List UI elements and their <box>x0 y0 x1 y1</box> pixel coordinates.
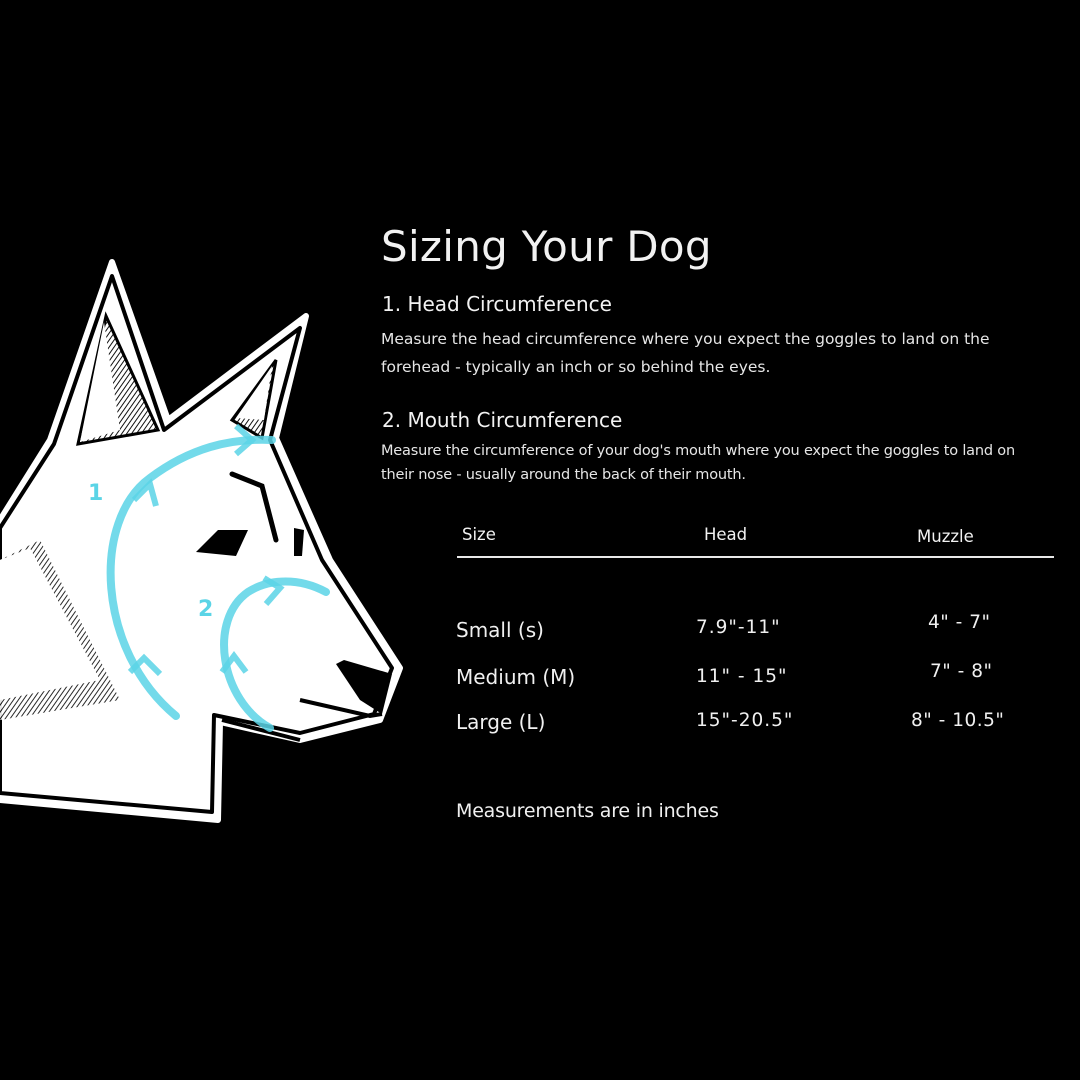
row-small-muzzle: 4" - 7" <box>928 612 991 633</box>
row-medium-muzzle: 7" - 8" <box>930 661 993 682</box>
table-header-divider <box>457 556 1054 558</box>
row-large-size: Large (L) <box>456 710 546 734</box>
column-header-muzzle: Muzzle <box>917 527 974 546</box>
row-large-muzzle: 8" - 10.5" <box>911 710 1005 731</box>
marker-2: 2 <box>198 597 214 622</box>
row-medium-head: 11" - 15" <box>696 666 788 687</box>
marker-1: 1 <box>88 481 104 506</box>
head-circumference-description: Measure the head circumference where you expect the goggles to land on the forehead - typically an inch or so behind the eyes. <box>381 330 990 376</box>
column-header-size: Size <box>462 525 496 544</box>
column-header-head: Head <box>704 525 748 544</box>
row-small-size: Small (s) <box>456 618 544 642</box>
mouth-circumference-heading: 2. Mouth Circumference <box>382 408 623 432</box>
head-circumference-heading: 1. Head Circumference <box>382 292 612 316</box>
row-small-head: 7.9"-11" <box>696 617 781 638</box>
page-title: Sizing Your Dog <box>381 222 712 271</box>
row-medium-size: Medium (M) <box>456 665 576 689</box>
row-large-head: 15"-20.5" <box>696 710 794 731</box>
mouth-circumference-description: Measure the circumference of your dog's mouth where you expect the goggles to land on their nose - usually around the back of their mouth. <box>381 443 1015 483</box>
measurement-unit-note: Measurements are in inches <box>456 800 719 822</box>
